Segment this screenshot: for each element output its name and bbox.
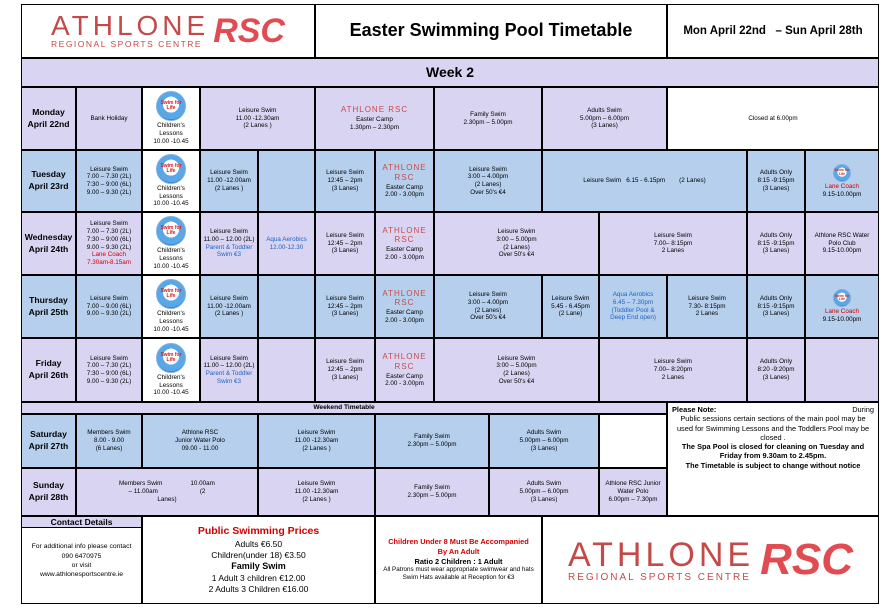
logo-mark: RSC bbox=[760, 535, 853, 584]
wednesday-easter-camp bbox=[375, 212, 434, 275]
pool-rules-box bbox=[375, 516, 542, 604]
session-text: Family Swim 2.30pm – 5.00pm bbox=[463, 110, 513, 126]
parent-toddler-label: Parent & Toddler Swim €3 bbox=[205, 243, 253, 259]
family-swim-title: Family Swim bbox=[231, 560, 286, 571]
wednesday-aqua-aerobics bbox=[258, 212, 315, 275]
logo-main-text: ATHLONE bbox=[51, 10, 210, 42]
note-during: During bbox=[852, 405, 874, 414]
week-label: Week 2 bbox=[426, 63, 474, 80]
public-prices-box bbox=[142, 516, 375, 604]
rsc-small-logo-icon: ATHLONE RSC bbox=[382, 352, 427, 371]
timetable-title-cell bbox=[315, 4, 667, 58]
wednesday-water-polo bbox=[805, 212, 879, 275]
session-text: Leisure Swim 11.00 – 12.00 (2L) bbox=[203, 354, 255, 370]
session-text: Adults Only 8:15 -9:15pm (3 Lanes) bbox=[757, 231, 795, 255]
contact-details-box bbox=[21, 516, 142, 604]
session-text: Adults Only 8:15 -9:15pm (3 Lanes) bbox=[757, 169, 795, 192]
session-text: Closed at 6.00pm bbox=[748, 114, 798, 122]
friday-early-leisure bbox=[76, 338, 142, 402]
session-text: Leisure Swim 7.00 – 7.30 (2L) 7:30 – 9:00 (6L) 9.00 – 9.30 (2L) bbox=[86, 220, 132, 251]
swim-for-life-icon: Swim for Life bbox=[833, 289, 851, 307]
prices-children: Children(under 18) €3.50 bbox=[211, 549, 306, 560]
thursday-aqua-aerobics bbox=[599, 275, 667, 338]
weekend-timetable-label: Weekend Timetable bbox=[21, 402, 667, 414]
session-text: Leisure Swim 12:45 – 2pm (3 Lanes) bbox=[326, 231, 364, 255]
logo-sub-text: REGIONAL SPORTS CENTRE bbox=[568, 571, 751, 583]
session-text: Leisure Swim 7.00– 8:15pm 2 Lanes bbox=[653, 231, 693, 255]
swim-for-life-icon: Swim for Life bbox=[156, 343, 186, 373]
logo-mark: RSC bbox=[213, 12, 285, 50]
logo-cell bbox=[21, 4, 315, 58]
rsc-small-logo-icon: ATHLONE RSC bbox=[382, 163, 427, 182]
swim-for-life-icon: Swim for Life bbox=[156, 154, 186, 184]
friday-evening-leisure bbox=[599, 338, 747, 402]
wednesday-leisure-swim bbox=[200, 212, 258, 275]
note-line-3: The Timetable is subject to change without notice bbox=[685, 460, 861, 470]
day-saturday bbox=[21, 414, 76, 468]
session-text: Leisure Swim 3:00 – 4.00pm (2 Lanes) Over 50's €4 bbox=[467, 165, 509, 196]
tuesday-early-leisure bbox=[76, 150, 142, 212]
thursday-leisure-midday bbox=[315, 275, 375, 338]
session-text: Children's Lessons 10.00 -10.45 bbox=[153, 310, 189, 333]
day-wednesday bbox=[21, 212, 76, 275]
wednesday-childrens-lessons bbox=[142, 212, 200, 275]
bottom-logo-box bbox=[542, 516, 879, 604]
saturday-members-swim bbox=[76, 414, 142, 468]
session-text: Family Swim 2.30pm – 5.00pm bbox=[407, 484, 457, 499]
page-title: Easter Swimming Pool Timetable bbox=[349, 20, 633, 41]
session-text: Easter Camp 2.00 - 3.00pm bbox=[385, 372, 424, 388]
session-text: Athlone RSC Junior Water Polo 09.00 - 11.00 bbox=[175, 429, 225, 452]
session-text: Children's Lessons 10.00 -10.45 bbox=[153, 184, 189, 208]
session-text: Members Swim 10.00am – 11.00am (2 Lanes) bbox=[119, 480, 215, 503]
tuesday-evening-leisure bbox=[542, 150, 747, 212]
rsc-small-logo-icon: ATHLONE RSC bbox=[340, 105, 409, 115]
session-text: Leisure Swim 7.00 – 9.00 (6L) 9.00 – 9.30 (2L) bbox=[86, 294, 132, 318]
session-text: Aqua Aerobics 12.00-12.30 bbox=[266, 235, 307, 251]
tuesday-adults-only bbox=[747, 150, 805, 212]
session-text: Leisure Swim 12:45 – 2pm (3 Lanes) bbox=[326, 358, 364, 381]
saturday-water-polo bbox=[142, 414, 258, 468]
lane-coach-label: Lane Coach 7.30am-8.15am bbox=[86, 251, 132, 266]
sunday-members-swim bbox=[76, 468, 258, 516]
monday-childrens-lessons bbox=[142, 87, 200, 150]
rsc-small-logo-icon: ATHLONE RSC bbox=[382, 225, 427, 245]
wednesday-afternoon-leisure bbox=[434, 212, 599, 275]
session-text: Leisure Swim 11.00 -12.00am (2 Lanes ) bbox=[207, 294, 251, 318]
saturday-leisure-swim bbox=[258, 414, 375, 468]
lane-coach-label: Lane Coach bbox=[825, 308, 859, 316]
day-label: Sunday April 28th bbox=[28, 480, 69, 502]
day-sunday bbox=[21, 468, 76, 516]
day-label: Friday April 26th bbox=[28, 358, 69, 380]
prices-family-2: 2 Adults 3 Children €16.00 bbox=[208, 583, 309, 594]
prices-family-1: 1 Adult 3 children €12.00 bbox=[211, 572, 306, 583]
day-label: Saturday April 27th bbox=[28, 429, 69, 451]
session-text: Aqua Aerobics 6.45 – 7.30pm (Toddler Pool & Deep End open) bbox=[610, 291, 656, 322]
parent-toddler-label: Parent & Toddler Swim €3 bbox=[205, 370, 253, 385]
tuesday-lane-coach bbox=[805, 150, 879, 212]
rules-title: Children Under 8 Must Be Accompanied By An Adult bbox=[388, 537, 529, 557]
monday-easter-camp bbox=[315, 87, 434, 150]
thursday-evening-leisure bbox=[667, 275, 747, 338]
thursday-empty bbox=[258, 275, 315, 338]
day-label: Monday April 22nd bbox=[27, 106, 70, 129]
session-text: Leisure Swim 11.00 -12.30am (2 Lanes ) bbox=[294, 480, 339, 503]
wednesday-evening-leisure bbox=[599, 212, 747, 275]
monday-closed bbox=[667, 87, 879, 150]
wednesday-leisure-midday bbox=[315, 212, 375, 275]
week-label-row bbox=[21, 58, 879, 87]
saturday-empty bbox=[599, 414, 667, 468]
day-label: Wednesday April 24th bbox=[24, 231, 73, 254]
session-text: Leisure Swim 12:45 – 2pm (3 Lanes) bbox=[326, 294, 364, 318]
wednesday-adults-only bbox=[747, 212, 805, 275]
rules-ratio: Ratio 2 Children : 1 Adult bbox=[414, 556, 503, 566]
thursday-easter-camp bbox=[375, 275, 434, 338]
day-label: Tuesday April 23rd bbox=[28, 169, 69, 191]
session-text: Leisure Swim 6.15 - 6.15pm (2 Lanes) bbox=[583, 177, 706, 185]
thursday-childrens-lessons bbox=[142, 275, 200, 338]
sunday-water-polo bbox=[599, 468, 667, 516]
athlone-rsc-logo-large bbox=[568, 535, 853, 584]
tuesday-childrens-lessons bbox=[142, 150, 200, 212]
saturday-family-swim bbox=[375, 414, 489, 468]
friday-afternoon-leisure bbox=[434, 338, 599, 402]
swim-for-life-icon: Swim for Life bbox=[833, 164, 851, 182]
session-text: Athlone RSC Junior Water Polo 6.00pm – 7.30pm bbox=[605, 480, 661, 503]
session-text: Adults Only 8:20 -9:20pm (3 Lanes) bbox=[757, 358, 795, 381]
date-range-cell bbox=[667, 4, 879, 58]
session-text: Children's Lessons 10.00 -10.45 bbox=[153, 247, 189, 270]
day-label: Thursday April 25th bbox=[28, 294, 69, 317]
date-range: Mon April 22nd – Sun April 28th bbox=[683, 24, 863, 37]
session-text: Leisure Swim 5.45 - 6.45pm (2 Lane) bbox=[551, 294, 590, 318]
session-text: Leisure Swim 11.00 – 12.00 (2L) bbox=[203, 228, 255, 243]
monday-family-swim bbox=[434, 87, 542, 150]
please-note-box bbox=[667, 402, 879, 516]
session-text: Adults Swim 5.00pm – 6.00pm (3 Lanes) bbox=[579, 106, 629, 130]
session-text: Children's Lessons 10.00 -10.45 bbox=[153, 122, 189, 145]
session-text: Easter Camp 2.00 - 3.00pm bbox=[385, 183, 424, 199]
rules-swimwear: All Patrons must wear appropriate swimwear and hats bbox=[383, 566, 534, 574]
day-friday bbox=[21, 338, 76, 402]
session-text: Easter Camp 2.00 - 3.00pm bbox=[385, 309, 424, 324]
rules-hats: Swim Hats available at Reception for €3 bbox=[402, 574, 515, 582]
thursday-adults-only bbox=[747, 275, 805, 338]
session-text: Leisure Swim 11.00 -12.30am (2 Lanes ) bbox=[294, 429, 339, 452]
contact-title: Contact Details bbox=[22, 517, 141, 528]
lane-coach-label: Lane Coach bbox=[825, 182, 859, 190]
session-text: Leisure Swim 7.00 – 7.30 (2L) 7:30 – 9:00 (6L) 9.00 – 9.30 (2L) bbox=[86, 354, 132, 385]
note-line-1: Public sessions certain sections of the main pool may be used for Swimming Lessons and the Toddlers Pool may be closed . bbox=[676, 414, 870, 442]
session-text: Adults Swim 5.00pm – 6.00pm (3 Lanes) bbox=[519, 480, 569, 503]
friday-easter-camp bbox=[375, 338, 434, 402]
monday-bank-holiday bbox=[76, 87, 142, 150]
prices-title: Public Swimming Prices bbox=[197, 525, 320, 538]
day-tuesday bbox=[21, 150, 76, 212]
prices-adults: Adults €6.50 bbox=[234, 538, 283, 549]
logo-sub-text: REGIONAL SPORTS CENTRE bbox=[51, 39, 203, 50]
friday-leisure-swim bbox=[200, 338, 258, 402]
tuesday-leisure-swim bbox=[200, 150, 258, 212]
swim-for-life-icon: Swim for Life bbox=[156, 216, 186, 246]
session-text: Leisure Swim 3:00 – 5.00pm (2 Lanes) Over 50's €4 bbox=[496, 354, 537, 385]
session-text: Adults Swim 5.00pm – 6.00pm (3 Lanes) bbox=[519, 429, 569, 452]
tuesday-empty bbox=[258, 150, 315, 212]
wednesday-early-leisure bbox=[76, 212, 142, 275]
sunday-family-swim bbox=[375, 468, 489, 516]
athlone-rsc-logo bbox=[51, 12, 285, 49]
thursday-lane-coach bbox=[805, 275, 879, 338]
note-title: Please Note: bbox=[672, 405, 717, 414]
session-text: Athlone RSC Water Polo Club 9.15-10.00pm bbox=[814, 231, 870, 255]
friday-empty-end bbox=[805, 338, 879, 402]
session-text: Adults Only 8:15 -9:15pm (3 Lanes) bbox=[757, 294, 795, 318]
day-thursday bbox=[21, 275, 76, 338]
session-text: Children's Lessons 10.00 -10.45 bbox=[153, 373, 189, 397]
thursday-leisure-swim bbox=[200, 275, 258, 338]
monday-adults-swim bbox=[542, 87, 667, 150]
session-text: Leisure Swim 7.00 – 7.30 (2L) 7:30 – 9:00 (6L) 9.00 – 9.30 (2L) bbox=[86, 165, 132, 196]
note-line-2: The Spa Pool is closed for cleaning on Tuesday and Friday from 9.30am to 2.45pm. bbox=[681, 442, 865, 461]
rsc-small-logo-icon: ATHLONE RSC bbox=[382, 288, 427, 308]
friday-empty bbox=[258, 338, 315, 402]
session-text: Leisure Swim 11.00 -12.30am (2 Lanes ) bbox=[235, 106, 280, 130]
session-text: Leisure Swim 7.30- 8:15pm 2 Lanes bbox=[688, 294, 726, 318]
session-text: Leisure Swim 11.00 -12.00am (2 Lanes ) bbox=[207, 169, 251, 192]
session-text: 9.15-10.00pm bbox=[822, 190, 862, 198]
session-text: 9.15-10.00pm bbox=[822, 316, 862, 323]
saturday-adults-swim bbox=[489, 414, 599, 468]
tuesday-afternoon-leisure bbox=[434, 150, 542, 212]
tuesday-easter-camp bbox=[375, 150, 434, 212]
swim-for-life-icon: Swim for Life bbox=[156, 91, 186, 121]
sunday-adults-swim bbox=[489, 468, 599, 516]
session-text: Leisure Swim 7.00– 8:20pm 2 Lanes bbox=[653, 358, 693, 381]
session-text: Easter Camp 2.00 - 3.00pm bbox=[385, 246, 424, 261]
session-text: Bank Holiday bbox=[90, 114, 128, 122]
tuesday-leisure-midday bbox=[315, 150, 375, 212]
contact-body: For additional info please contact 090 6470975 or visit www.athlonesportscentre.ie bbox=[31, 543, 132, 578]
day-monday bbox=[21, 87, 76, 150]
session-text: Family Swim 2.30pm – 5.00pm bbox=[407, 433, 457, 448]
logo-main-text: ATHLONE bbox=[568, 535, 755, 574]
thursday-afternoon-leisure bbox=[434, 275, 542, 338]
session-text: Members Swim 8.00 - 9.00 (6 Lanes) bbox=[87, 429, 131, 452]
session-text: Leisure Swim 3:00 – 4.00pm (2 Lanes) Over 50's €4 bbox=[467, 291, 509, 322]
session-text: Easter Camp 1.30pm – 2.30pm bbox=[349, 116, 399, 131]
thursday-early-evening-leisure bbox=[542, 275, 599, 338]
swim-for-life-icon: Swim for Life bbox=[156, 279, 186, 309]
monday-leisure-swim bbox=[200, 87, 315, 150]
friday-adults-only bbox=[747, 338, 805, 402]
sunday-leisure-swim bbox=[258, 468, 375, 516]
friday-leisure-midday bbox=[315, 338, 375, 402]
thursday-early-leisure bbox=[76, 275, 142, 338]
session-text: Leisure Swim 3:00 – 5.00pm (2 Lanes) Over 50's €4 bbox=[496, 228, 537, 259]
session-text: Leisure Swim 12:45 – 2pm (3 Lanes) bbox=[326, 169, 364, 192]
friday-childrens-lessons bbox=[142, 338, 200, 402]
